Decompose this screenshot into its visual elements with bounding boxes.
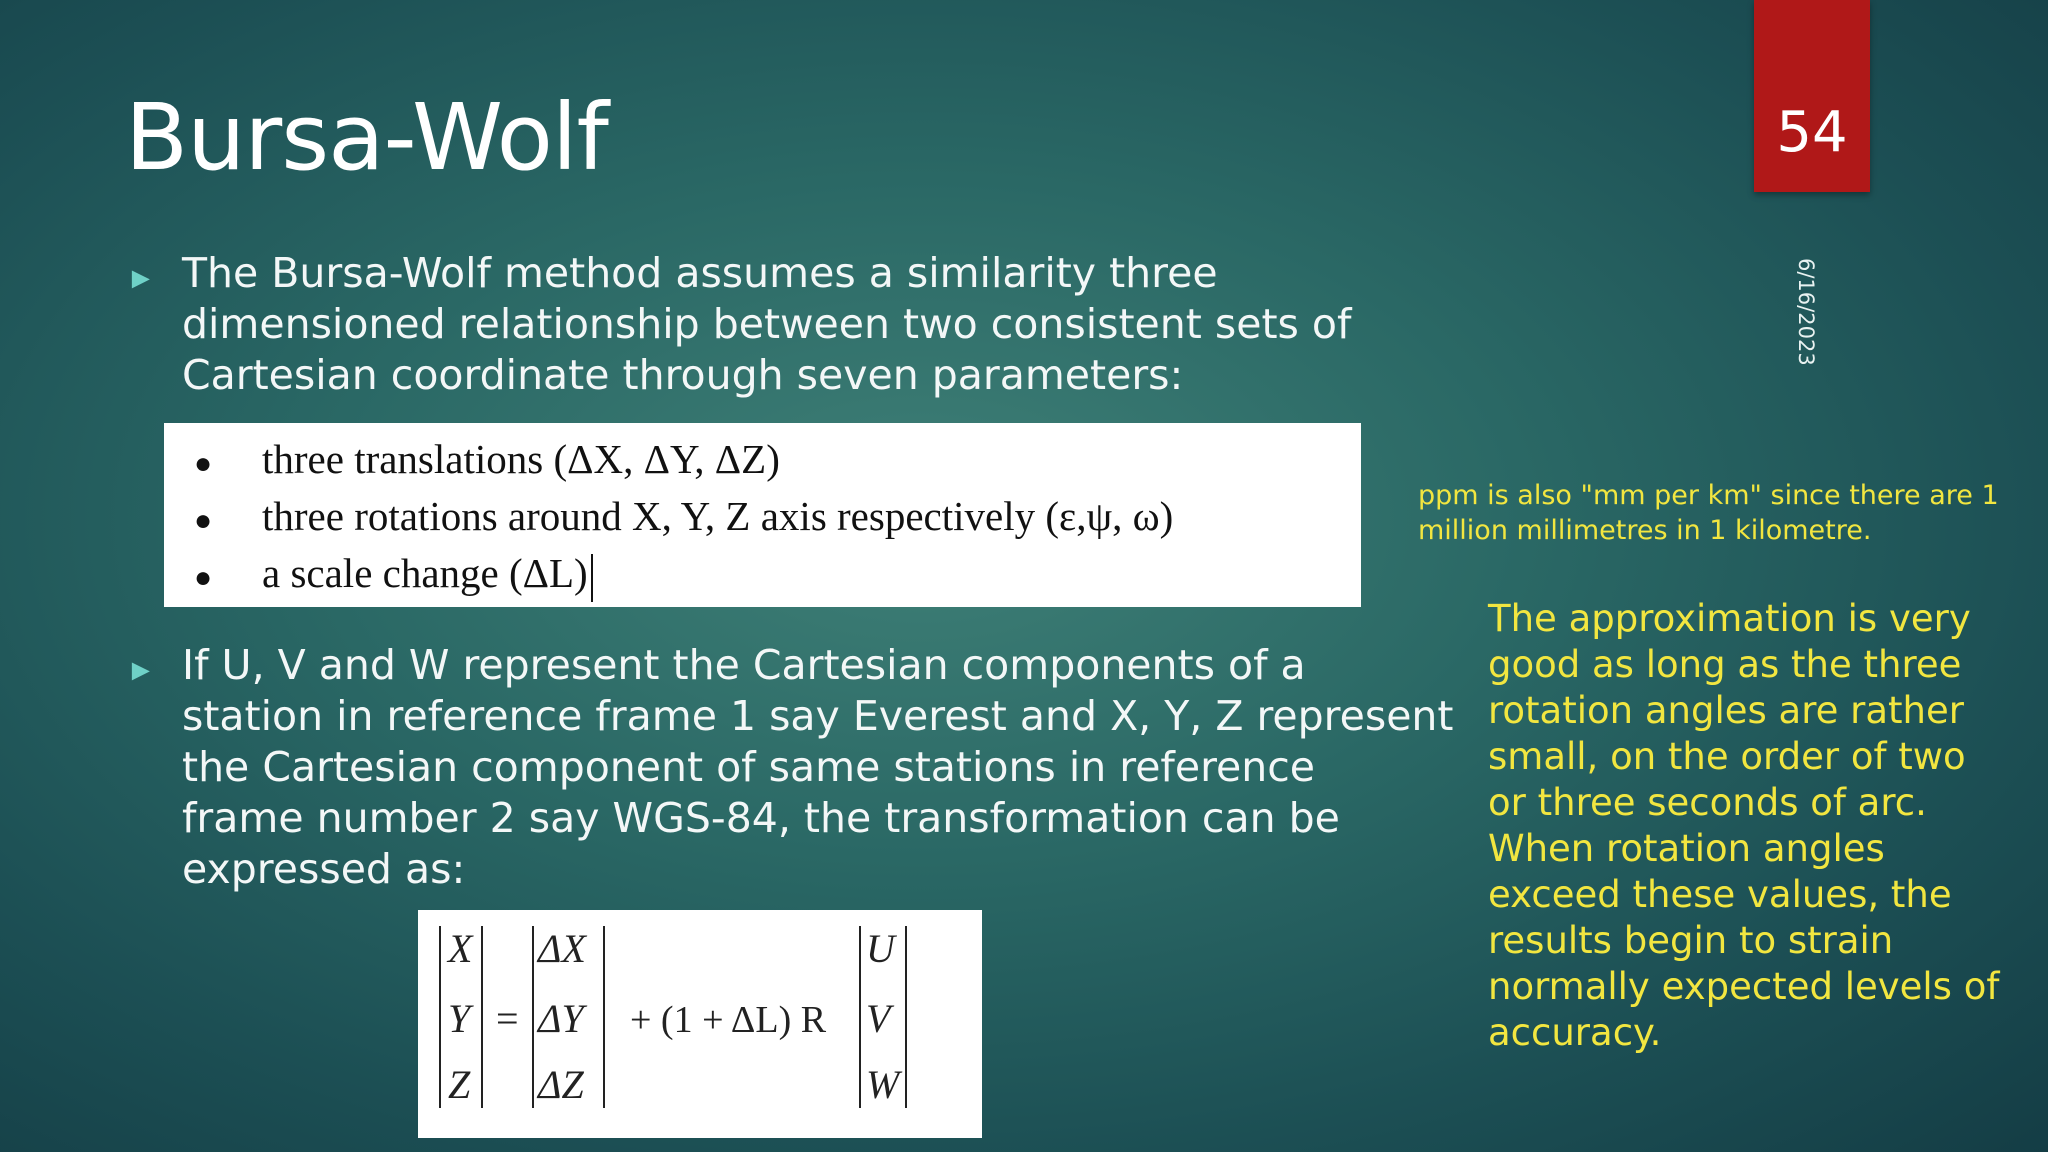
- equals-sign: =: [496, 996, 519, 1041]
- list-item-text: a scale change (ΔL): [262, 550, 588, 596]
- vector-entry: ΔY: [538, 996, 584, 1041]
- note-line: When rotation angles: [1488, 827, 1885, 870]
- equation-graphic: [418, 910, 982, 1138]
- vector-entry: Z: [448, 1062, 471, 1107]
- text-line: The Bursa-Wolf method assumes a similarity three: [182, 249, 1218, 297]
- note-line: normally expected levels of: [1488, 965, 2000, 1008]
- bullet-dot-icon: ●: [194, 561, 213, 594]
- text-cursor: [591, 554, 593, 602]
- slide-date-container: [1794, 258, 1824, 378]
- note-line: exceed these values, the: [1488, 873, 1952, 916]
- vector-entry: U: [866, 926, 895, 971]
- note-line: small, on the order of two: [1488, 735, 1966, 778]
- scale-rotation-term: + (1 + ΔL) R: [630, 999, 827, 1041]
- text-line: station in reference frame 1 say Everest and X, Y, Z represent: [182, 692, 1454, 740]
- note-line: million millimetres in 1 kilometre.: [1418, 515, 1872, 546]
- list-item-text: three translations (ΔX, ΔY, ΔZ): [262, 436, 780, 482]
- note-line: The approximation is very: [1488, 597, 1971, 640]
- note-line: results begin to strain: [1488, 919, 1894, 962]
- note-line: or three seconds of arc.: [1488, 781, 1927, 824]
- list-item: [194, 435, 780, 483]
- list-item: [194, 492, 1173, 540]
- vector-entry: X: [448, 926, 473, 971]
- vector-entry: W: [866, 1062, 900, 1107]
- bullet-dot-icon: ●: [194, 447, 213, 480]
- intro-paragraph: [182, 248, 1351, 401]
- note-line: ppm is also "mm per km" since there are 1: [1418, 480, 1999, 511]
- note-line: rotation angles are rather: [1488, 689, 1964, 732]
- bullet-arrow-icon: ►: [126, 654, 156, 687]
- text-line: If U, V and W represent the Cartesian components of a: [182, 641, 1306, 689]
- note-line: accuracy.: [1488, 1011, 1662, 1054]
- list-item: [194, 549, 593, 602]
- parameter-list-image: [164, 423, 1361, 607]
- vector-entry: V: [866, 996, 891, 1041]
- vector-entry: ΔX: [538, 926, 586, 971]
- vector-entry: ΔZ: [538, 1062, 584, 1107]
- note-line: good as long as the three: [1488, 643, 1962, 686]
- slide-number-tab: [1754, 0, 1870, 192]
- list-item-text: three rotations around X, Y, Z axis respectively (ε,ψ, ω): [262, 493, 1174, 539]
- text-line: dimensioned relationship between two consistent sets of: [182, 300, 1352, 348]
- transformation-equation-image: [418, 910, 982, 1138]
- vector-entry: Y: [448, 996, 471, 1041]
- slide-title: Bursa-Wolf: [125, 84, 608, 191]
- text-line: the Cartesian component of same stations in reference: [182, 743, 1316, 791]
- text-line: Cartesian coordinate through seven parameters:: [182, 351, 1184, 399]
- slide-date: 6/16/2023: [1794, 258, 1818, 366]
- text-line: expressed as:: [182, 845, 466, 893]
- bullet-dot-icon: ●: [194, 504, 213, 537]
- bullet-arrow-icon: ►: [126, 262, 156, 295]
- slide-number: 54: [1776, 100, 1848, 165]
- text-line: frame number 2 say WGS-84, the transformation can be: [182, 794, 1340, 842]
- definition-paragraph: [182, 640, 1453, 895]
- ppm-note: [1418, 478, 2048, 548]
- approximation-note: [1488, 596, 2048, 1056]
